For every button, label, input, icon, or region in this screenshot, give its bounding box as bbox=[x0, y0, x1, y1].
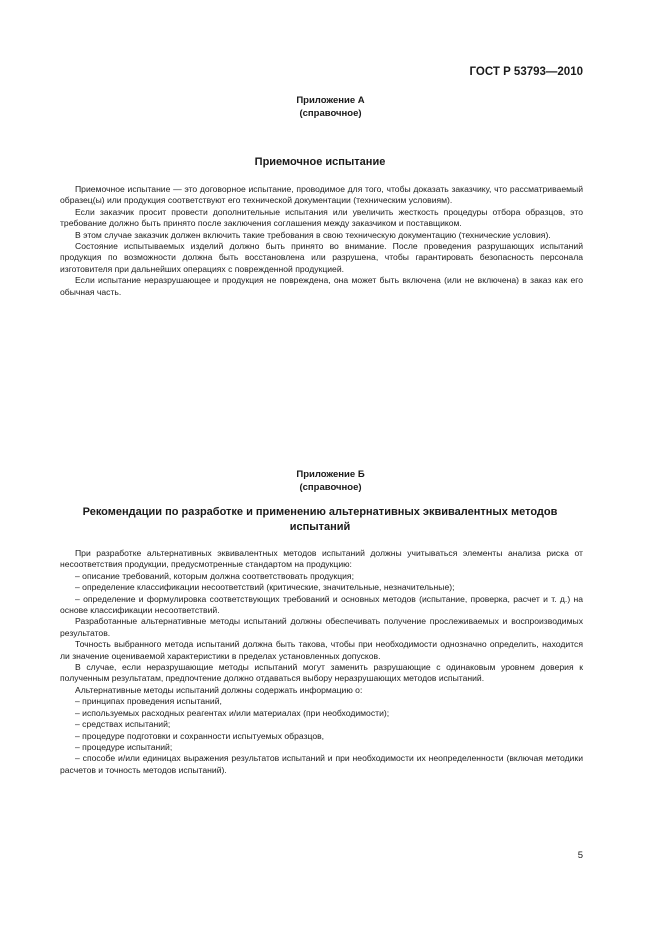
list-item: – процедуре подготовки и сохранности испытуемых образцов, bbox=[75, 730, 325, 741]
list-item: – принципах проведения испытаний, bbox=[75, 696, 222, 707]
annex-a-paragraph: В этом случае заказчик должен включить такие требования в свою техническую документацию (технические условия). bbox=[75, 229, 551, 240]
list-item: – средствах испытаний; bbox=[75, 719, 171, 730]
list-item: – используемых расходных реагентах и/или материалах (при необходимости); bbox=[75, 707, 390, 718]
annex-b-heading bbox=[60, 505, 580, 535]
annex-b-paragraph: Альтернативные методы испытаний должны содержать информацию о: bbox=[75, 684, 363, 695]
annex-a-paragraph: Приемочное испытание — это договорное испытание, проводимое для того, чтобы доказать заказчику, что рассматриваемый образец(ы) или продукция соответствуют его технической документации (техническим условиям). bbox=[60, 184, 583, 206]
annex-b-paragraph: Разработанные альтернативные методы испытаний должны обеспечивать получение прослеживаемых и воспроизводимых результатов. bbox=[60, 616, 583, 638]
annex-a-paragraph: Если испытание неразрушающее и продукция не повреждена, она может быть включена (или не включена) в заказ как его обычная часть. bbox=[60, 275, 583, 297]
annex-a-paragraph: Состояние испытываемых изделий должно быть принято во внимание. После проведения разрушающих испытаний продукция по возможности должна быть восстановлена или разрушена, чтобы гарантировать безопасность персонала изготовителя при дальнейших операциях с поврежденной продукцией. bbox=[60, 241, 583, 274]
list-item: – способе и/или единицах выражения результатов испытаний и при необходимости их неопределенности (включая методики расчетов и точность методов испытаний). bbox=[60, 753, 583, 775]
annex-b-paragraph: В случае, если неразрушающие методы испытаний могут заменить разрушающие с одинаковым уровнем доверия к полученным результатам, предпочтение должно отдаваться выбору неразрушающих методов испытаний. bbox=[60, 662, 583, 684]
annex-a-header bbox=[0, 94, 661, 120]
annex-a-body bbox=[60, 184, 583, 298]
annex-b-subtitle: (справочное) bbox=[299, 482, 362, 493]
annex-a-title: Приложение А bbox=[296, 95, 365, 106]
annex-b-body bbox=[60, 548, 583, 776]
list-item: – определение и формулировка соответствующих требований и основных методов (испытание, проверка, расчет и т. д.) на основе классификации несоответствий. bbox=[60, 593, 583, 616]
list-item: – определение классификации несоответствий (критические, значительные, незначительные); bbox=[75, 582, 455, 593]
annex-a-heading: Приемочное испытание bbox=[254, 156, 386, 168]
annex-a-subtitle: (справочное) bbox=[299, 108, 362, 119]
annex-b-title: Приложение Б bbox=[296, 469, 365, 480]
annex-b-paragraph: При разработке альтернативных эквивалентных методов испытаний должны учитываться элементы анализа риска от несоответствия продукции, предусмотренные стандартом на продукцию: bbox=[60, 548, 583, 570]
list-item: – процедуре испытаний; bbox=[75, 741, 173, 752]
annex-b-heading-line: испытаний bbox=[289, 521, 351, 533]
annex-a-paragraph: Если заказчик просит провести дополнительные испытания или увеличить жесткость процедуры отбора образцов, это требование должно быть принято после заключения соглашения между заказчиком и поставщиком. bbox=[60, 206, 583, 229]
annex-b-heading-line: Рекомендации по разработке и применению альтернативных эквивалентных методов bbox=[82, 506, 558, 518]
page-number: 5 bbox=[577, 850, 583, 861]
document-code: ГОСТ Р 53793—2010 bbox=[469, 66, 583, 78]
annex-b-header bbox=[0, 468, 661, 494]
annex-b-paragraph: Точность выбранного метода испытаний должна быть такова, чтобы при необходимости однозначно определить, находится ли значение оцениваемой характеристики в пределах установленных допусков. bbox=[60, 639, 583, 661]
list-item: – описание требований, которым должна соответствовать продукция; bbox=[75, 570, 354, 581]
